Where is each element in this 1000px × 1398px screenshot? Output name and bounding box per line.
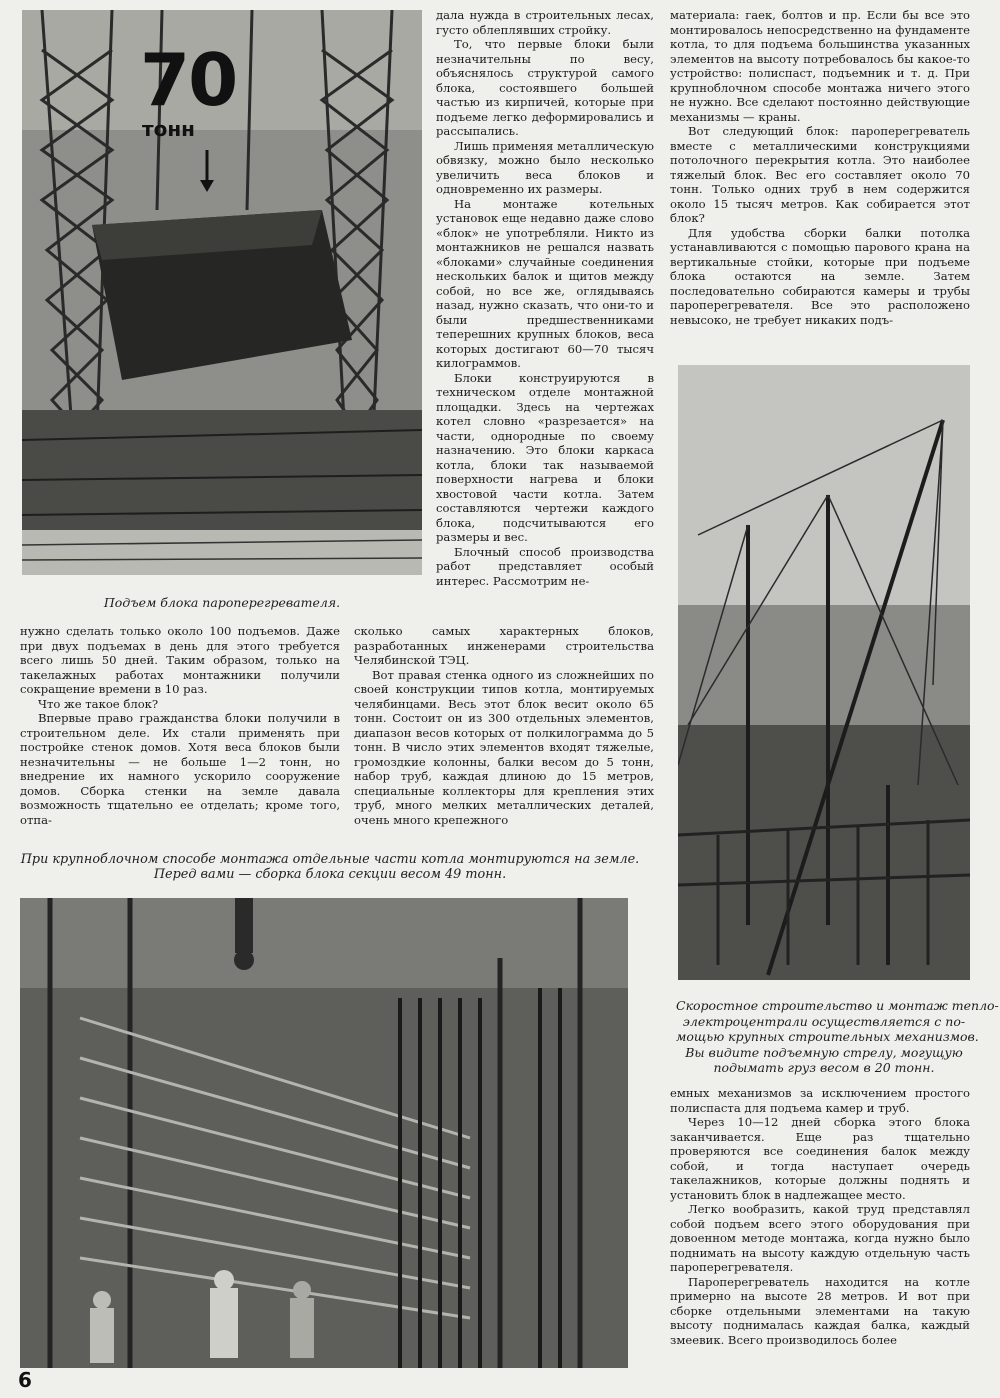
photo-lifting-boom-image [678, 365, 970, 980]
caption-superheater-lift: Подъем блока пароперегревателя. [103, 595, 341, 610]
article-column-right-top: материала: гаек, болтов и пр. Если бы все это монтировалось непосредственно на фундаменте котла, то для подъема большинства указанных элементов на высоту потребовалось бы какое-то устройство: полиспаст, подъемник и т. д. При крупноблочном способе монтажа ничего этого не нужно. Все сделают постоянно действующие механизмы — краны. Вот следующий блок: пароперегреватель вместе с металлическими конструкциями потолочного перекрытия котла. Это наиболее тяжелый блок. Вес его составляет около 70 тонн. Только одних труб в нем содержится около 15 тысяч метров. Как собирается этот блок? Для удобства сборки балки потолка устанавливаются с помощью парового крана на вертикальные стойки, которые при подъеме блока остаются на земле. Затем последовательно собираются камеры и трубы пароперегревателя. Все это расположено невысоко, не требует никаких подъ- [670, 8, 970, 327]
photo-lifting-boom [678, 365, 970, 980]
photo-block-assembly [20, 898, 628, 1368]
photo-superheater-lift [22, 10, 422, 575]
article-column-middle-top: дала нужда в строительных лесах, густо облеплявших стройку. То, что первые блоки были незначительны по весу, объяснялось структурой самого блока, состоявшего большей частью из кирпичей, которые при подъеме легко деформировались и рассыпались. Лишь применяя металлическую обвязку, можно было несколько увеличить веса блоков и одновременно их размеры. На монтаже котельных установок еще недавно даже слово «блок» не употребляли. Никто из монтажников не решался назвать «блоками» случайные соединения нескольких балок и щитов между собой, но все же, оглядываясь назад, нужно сказать, что они-то и были предшественниками теперешних крупных блоков, веса которых достигают 60—70 тысяч килограммов. Блоки конструируются в техническом отделе монтажной площадки. Здесь на чертежах котел словно «разрезается» на части, однородные по своему назначению. Это блоки каркаса котла, блоки так называемой поверхности нагрева и блоки хвостовой части котла. Затем составляются чертежи каждого блока, подсчитываются его размеры и вес. Блочный способ производства работ представляет особый интерес. Рассмотрим не- [436, 8, 654, 588]
article-column-left: нужно сделать только около 100 подъемов. Даже при двух подъемах в день для этого требуется всего лишь 50 дней. Таким образом, только на такелажных работах монтажники получили сокращение времени в 10 раз. Что же такое блок? Впервые право гражданства блоки получили в строительном деле. Их стали применять при постройке стенок домов. Хотя веса блоков были незначительны — не больше 1—2 тонн, но внедрение их намного ускорило сооружение домов. Сборка стенки на земле давала возможность тщательно ее отделать; кроме того, отпа- [20, 624, 340, 827]
photo-weight-unit: тонн [142, 117, 195, 141]
page-number: 6 [18, 1368, 32, 1392]
caption-block-assembly: При крупноблочном способе монтажа отдельные части котла монтируются на земле. Перед вами — сборка блока секции весом 49 тонн. [20, 852, 640, 882]
photo-weight-number: 70 [140, 38, 237, 122]
photo-block-assembly-image [20, 898, 628, 1368]
caption-lifting-boom: Скоростное строительство и монтаж тепло- электроцентрали осуществляется с по- мощью крупных строительных механизмов. Вы видите подъемную стрелу, могущую подымать груз весом в 20 тонн. [676, 998, 999, 1075]
article-column-middle-bottom: сколько самых характерных блоков, разработанных инженерами строительства Челябинской ТЭЦ. Вот правая стенка одного из сложнейших по своей конструкции типов котла, монтируемых челябинцами. Весь этот блок весит около 65 тонн. Состоит он из 300 отдельных элементов, диапазон весов которых от полкилограмма до 5 тонн. В число этих элементов входят тяжелые, громоздкие колонны, балки весом до 5 тонн, набор труб, каждая длиною до 15 метров, специальные коллекторы для крепления этих труб, много мелких металлических деталей, очень много крепежного [354, 624, 654, 827]
article-column-right-bottom: емных механизмов за исключением простого полиспаста для подъема камер и труб. Через 10—12 дней сборка этого блока заканчивается. Еще раз тщательно проверяются все соединения балок между собой, и тогда наступает очередь такелажников, которые должны поднять и установить блок в надлежащее место. Легко вообразить, какой труд представлял собой подъем всего этого оборудования при довоенном методе монтажа, когда нужно было поднимать на высоту каждую отдельную часть пароперегревателя. Пароперегреватель находится на котле примерно на высоте 28 метров. И вот при сборке отдельными элементами на такую высоту поднималась каждая балка, каждый змеевик. Всего производилось более [670, 1086, 970, 1347]
